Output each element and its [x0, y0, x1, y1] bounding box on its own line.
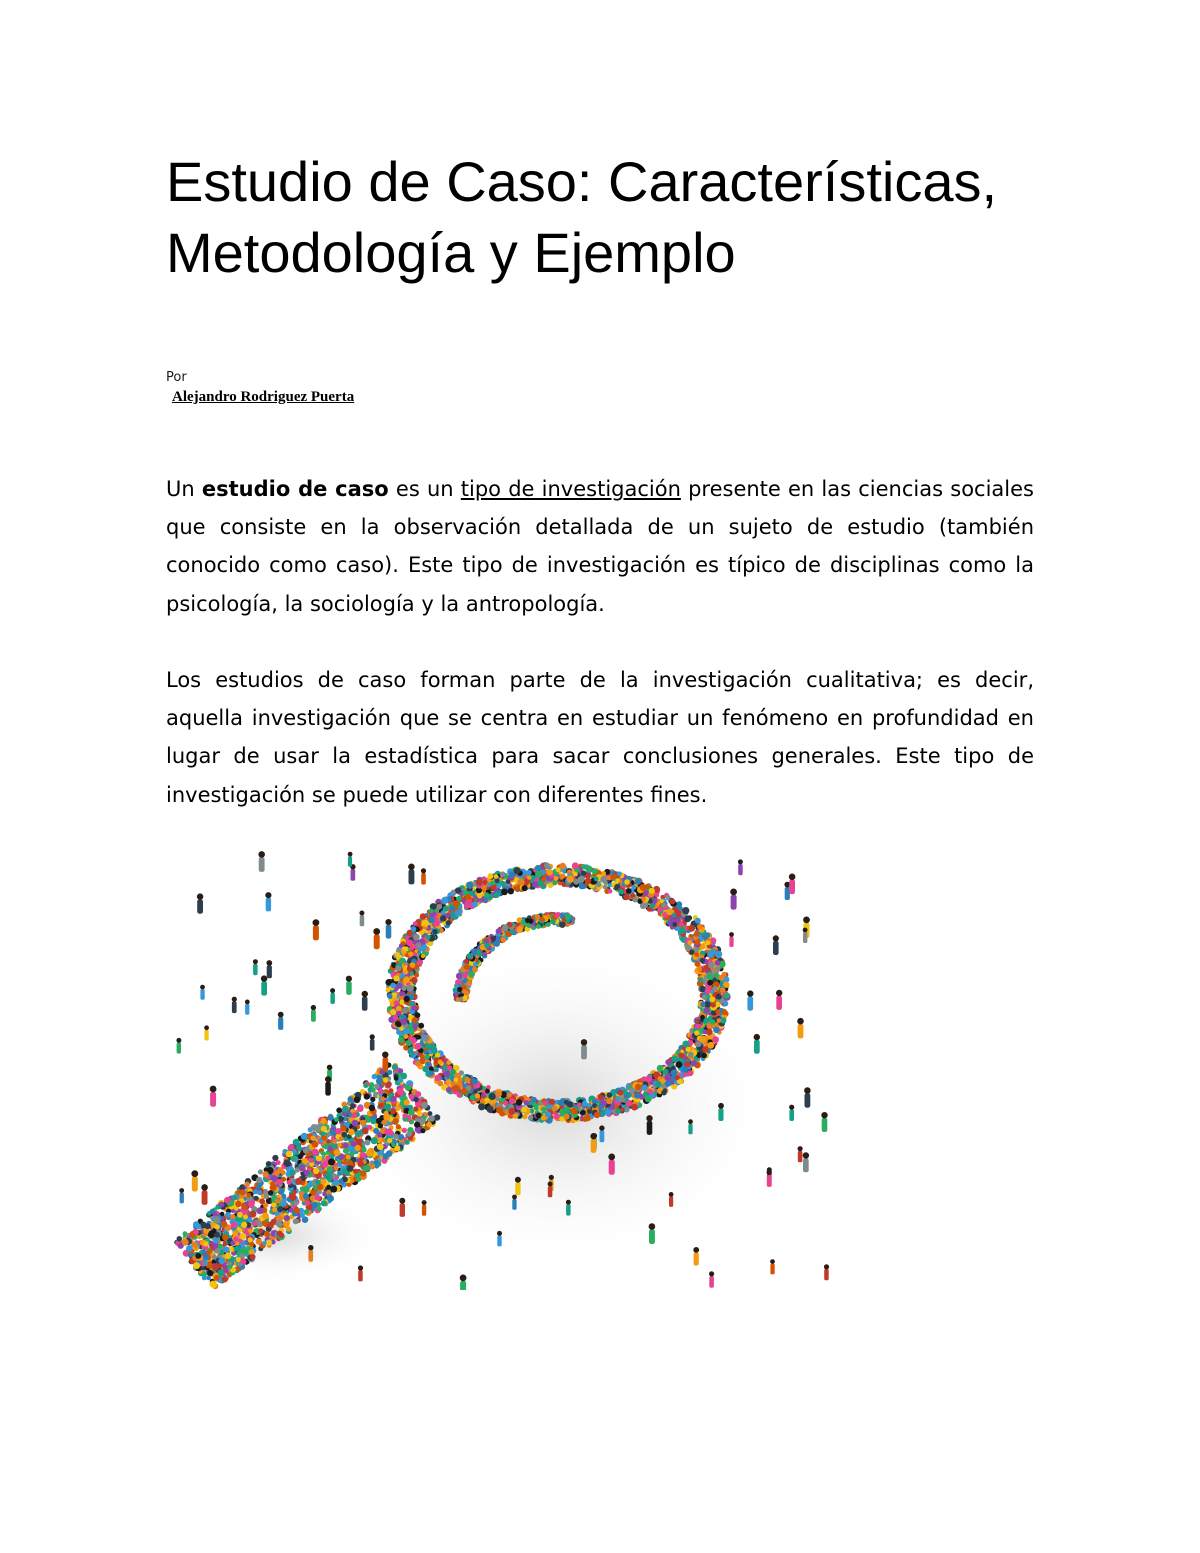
- author-link[interactable]: Alejandro Rodriguez Puerta: [172, 389, 355, 405]
- term-estudio-de-caso: estudio de caso: [201, 477, 389, 501]
- paragraph-1-intro: Un: [166, 477, 202, 501]
- magnifying-glass-crowd-image: [166, 845, 846, 1290]
- paragraph-1: [166, 470, 1034, 623]
- tipo-de-investigacion-link[interactable]: tipo de investigación: [460, 477, 681, 501]
- paragraph-2: Los estudios de caso forman parte de la investigación cualitativa; es decir, aquella investigación que se centra en estudiar un fenómeno en profundidad en lugar de usar la estadística para sacar conclusiones generales. Este tipo de investigación se puede utilizar con diferentes fines.: [166, 668, 1034, 807]
- magnifying-glass-crowd-icon: [166, 845, 846, 1290]
- page-title: Estudio de Caso: Características, Metodología y Ejemplo: [166, 150, 998, 284]
- paragraph-1-rest: presente en las ciencias sociales que consiste en la observación detallada de un sujeto de estudio (también conocido como caso). Este tipo de investigación es típico de disciplinas como la psicología, la sociología y la antropología.: [166, 477, 1034, 616]
- byline-label: Por: [166, 370, 187, 385]
- paragraph-1-middle: es un: [388, 477, 461, 501]
